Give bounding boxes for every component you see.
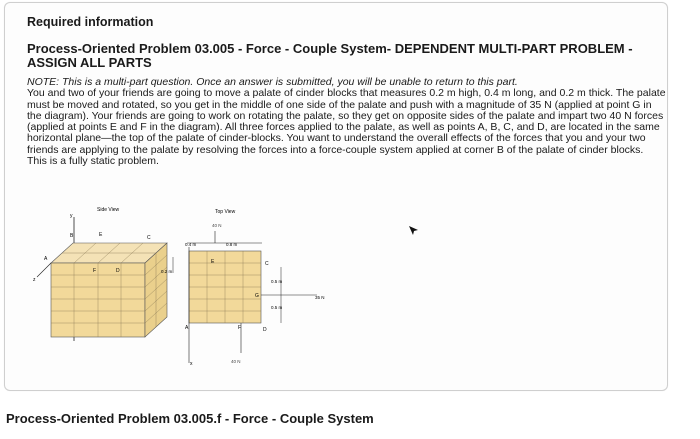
dim-0-4m: 0.4 m <box>185 242 197 247</box>
mouse-cursor-icon <box>408 225 420 237</box>
top-x-axis-label: x <box>190 361 193 367</box>
top-point-c: C <box>265 261 269 267</box>
side-point-a: A <box>44 256 48 262</box>
side-view-label: Side View <box>97 207 120 213</box>
side-z-axis-label: z <box>33 277 36 283</box>
problem-diagram <box>27 203 347 371</box>
top-point-d: D <box>263 327 267 333</box>
problem-body: You and two of your friends are going to move a palate of cinder blocks that measures 0.2 m high, 0.4 m long, and 0.2 m thick. The palate must be moved and rotated, so you get in the middle of one side of the palate and push with a magnitude of 35 N (applied at point G in the diagram). Your friends are going to work on rotating the palate, so they get on opposite sides of the palate and impart two 40 N forces (applied at points E and F in the diagram). All three forces applied to the palate, as well as points A, B, C, and D, are located in the same horizontal plane—the top of the palate of cinder-blocks. You want to understand the overall effects of the forces that you and your two friends are applying to the palate by resolving the forces into a force-couple system applied at corner B of the palate of cinder blocks. <box>27 87 666 156</box>
force-bottom-label: 40 N <box>231 359 241 364</box>
top-point-g: G <box>255 293 259 299</box>
top-point-a: A <box>185 325 189 331</box>
dim-0-8m: 0.8 m <box>226 242 238 247</box>
part-title: Process-Oriented Problem 03.005.f - Force - Couple System <box>6 411 374 426</box>
dim-0-2m: 0.2 m <box>161 269 173 274</box>
top-view-label: Top View <box>215 209 236 215</box>
force-top-label: 40 N <box>212 223 222 228</box>
top-point-e: E <box>211 259 215 265</box>
side-point-d: D <box>116 268 120 274</box>
side-point-c: C <box>147 235 151 241</box>
dim-0-5m-top: 0.5 m <box>271 279 283 284</box>
note-line: NOTE: This is a multi-part question. Once an answer is submitted, you will be unable to return to this part. <box>27 76 518 88</box>
top-point-f: F <box>238 325 242 331</box>
side-point-b: B <box>70 233 74 239</box>
required-information-heading: Required information <box>27 15 154 29</box>
side-y-axis-label: y <box>70 213 73 219</box>
question-card <box>4 2 668 391</box>
static-line: This is a fully static problem. <box>27 155 159 168</box>
problem-title: Process-Oriented Problem 03.005 - Force - Couple System- DEPENDENT MULTI-PART PROBLEM - ASSIGN ALL PARTS <box>27 41 633 70</box>
side-z-axis <box>37 263 51 277</box>
dim-0-5m-bottom: 0.5 m <box>271 305 283 310</box>
side-point-f: F <box>93 268 97 274</box>
problem-statement <box>27 77 667 167</box>
force-g-label: 35 N <box>315 295 325 300</box>
side-point-e: E <box>99 232 103 238</box>
